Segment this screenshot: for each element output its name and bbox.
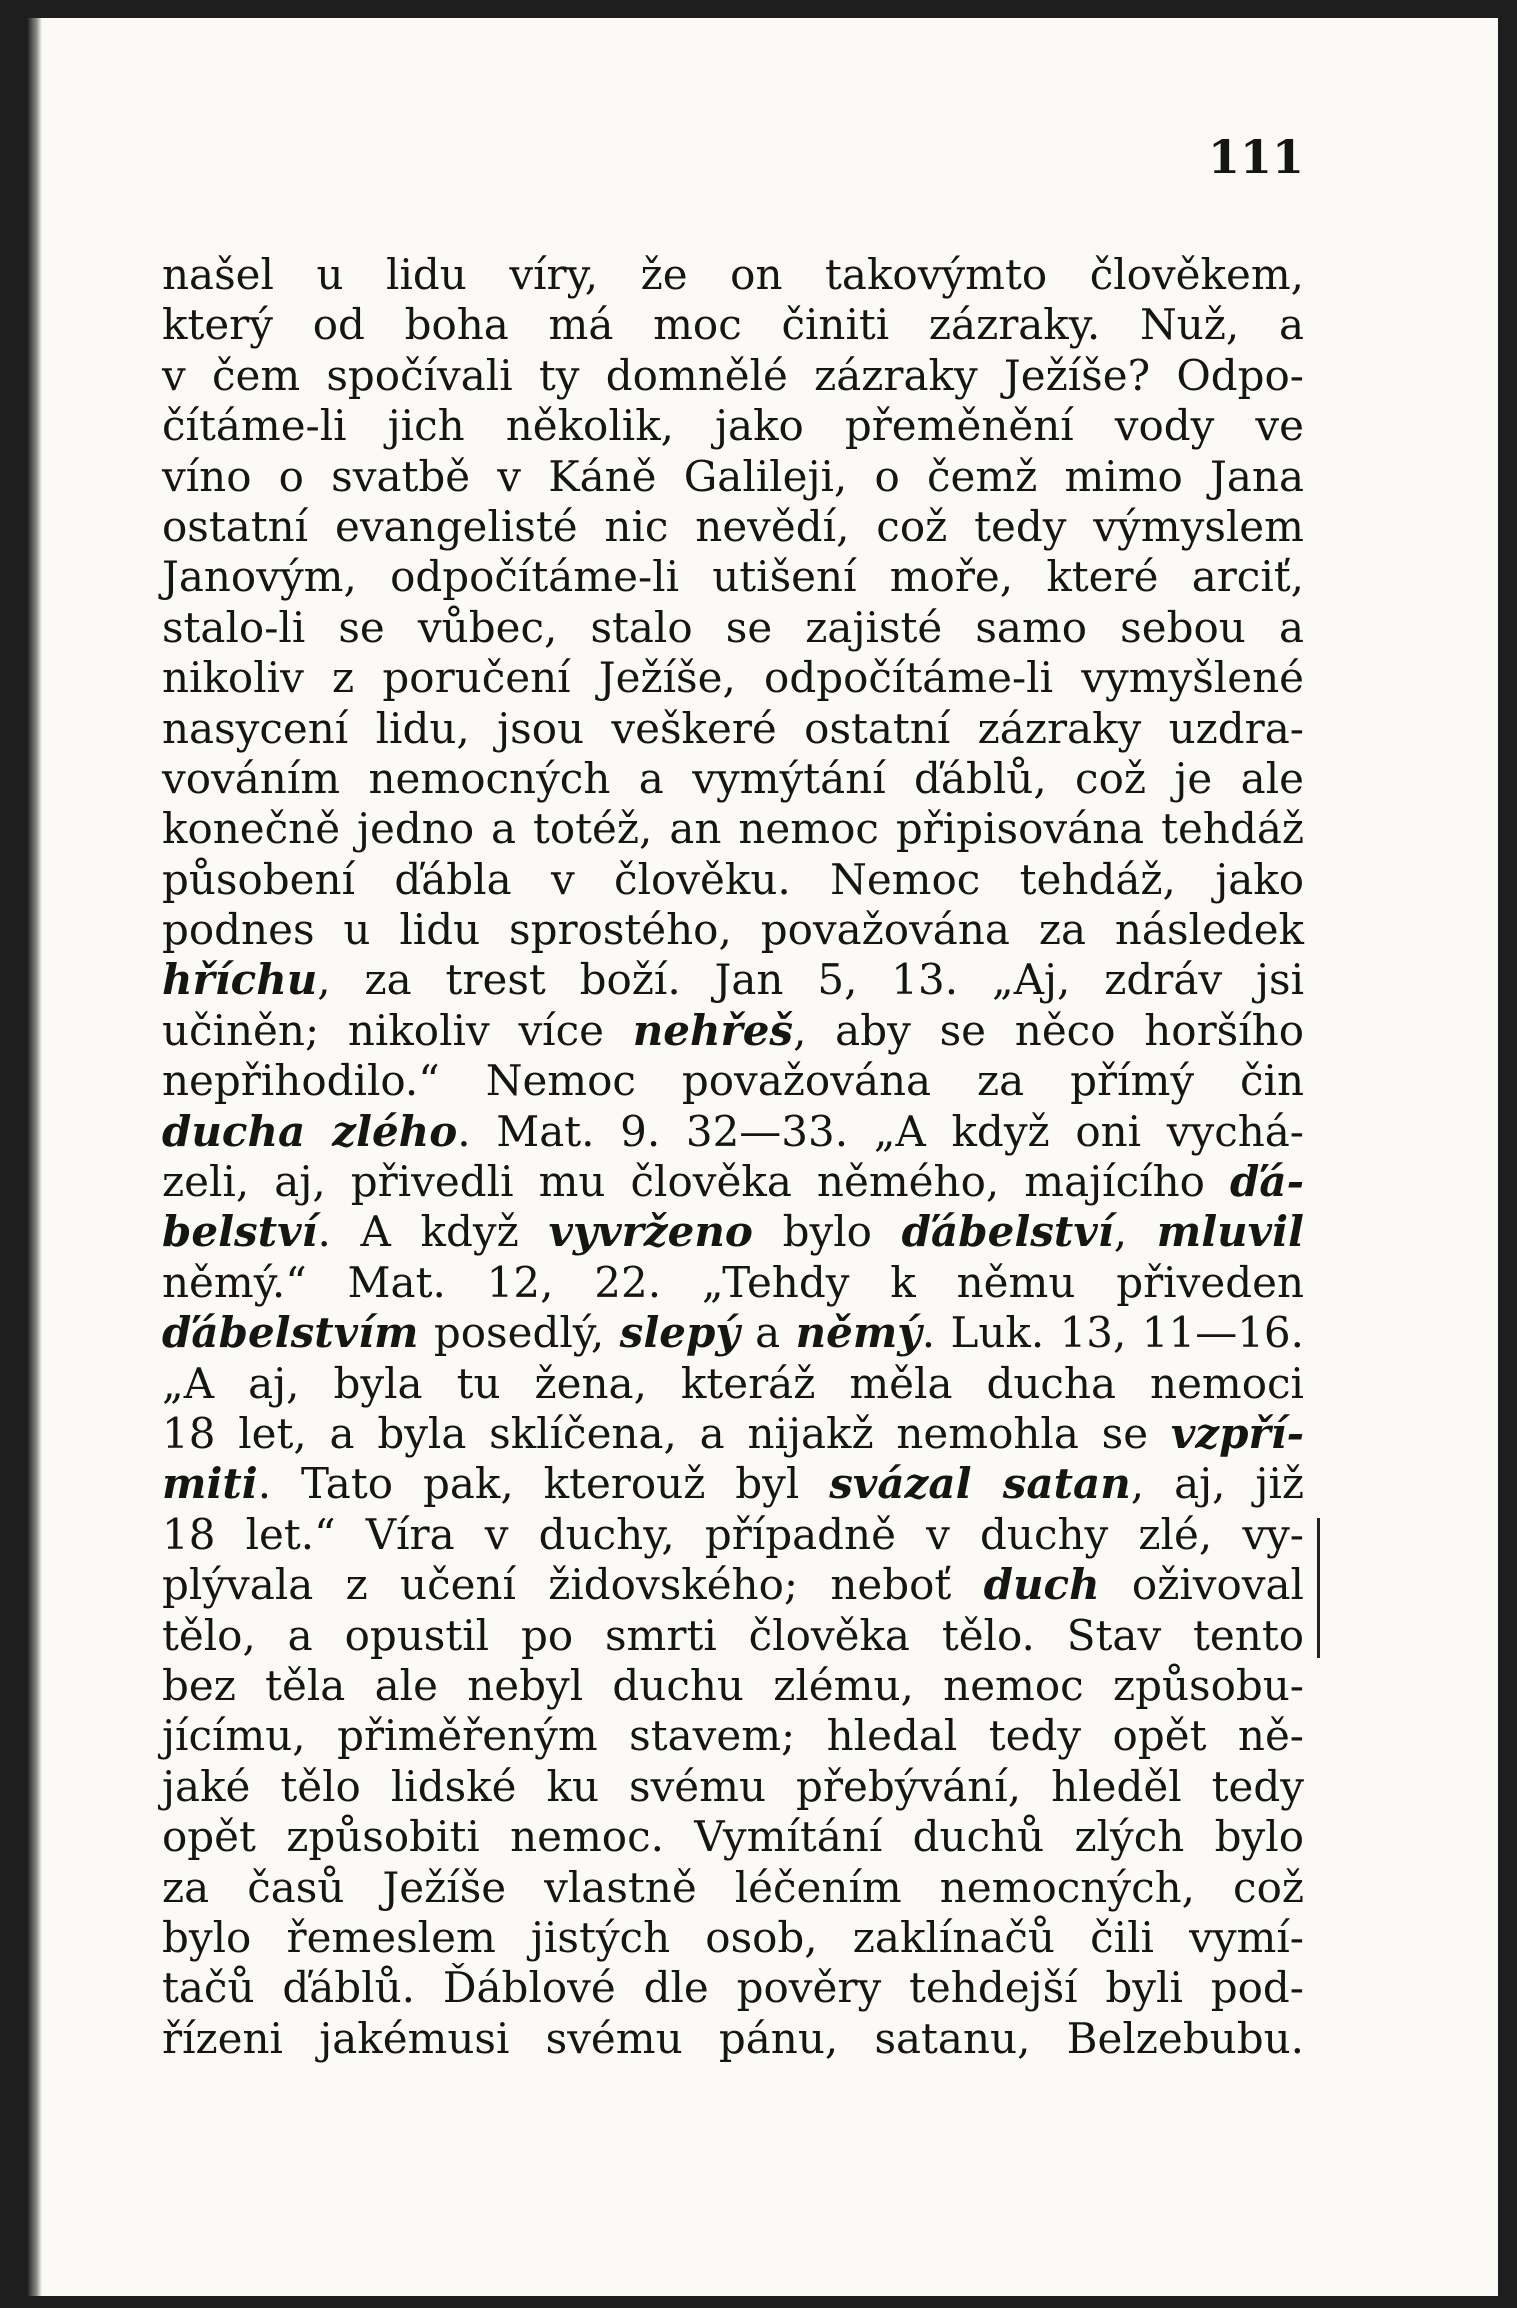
text-segment: a <box>739 1308 796 1358</box>
text-line <box>162 704 1304 754</box>
text-segment: bylo <box>752 1207 902 1257</box>
text-segment: konečně jedno a totéž, an nemoc připisována tehdáž <box>162 804 1304 854</box>
text-line <box>162 1107 1304 1157</box>
emphasized-text: němý <box>795 1308 922 1358</box>
text-line <box>162 1006 1304 1056</box>
text-segment: nikoliv z poručení Ježíše, odpočítáme-li vymyšlené <box>162 653 1304 703</box>
text-segment: řízeni jakémusi svému pánu, satanu, Belzebubu. <box>162 2013 1304 2063</box>
text-line <box>162 300 1304 350</box>
text-line <box>162 1409 1304 1459</box>
text-segment: oživoval <box>1099 1560 1304 1610</box>
text-segment: plývala z učení židovského; neboť <box>162 1560 984 1610</box>
text-segment: bylo řemeslem jistých osob, zaklínačů čili vymí- <box>162 1912 1304 1962</box>
text-segment: . Mat. 9. 32—33. „A když oni vychá- <box>457 1106 1304 1156</box>
text-line <box>162 351 1304 401</box>
emphasized-text: nehřeš <box>632 1005 794 1055</box>
text-line <box>162 2014 1304 2064</box>
text-line <box>162 955 1304 1005</box>
text-line <box>162 1863 1304 1913</box>
text-line <box>162 1056 1304 1106</box>
text-segment: našel u lidu víry, že on takovýmto člověkem, <box>162 250 1304 299</box>
text-line <box>162 653 1304 703</box>
text-segment: učiněn; nikoliv více <box>162 1005 633 1055</box>
emphasized-text: belství <box>162 1207 318 1257</box>
text-line <box>162 804 1304 854</box>
margin-mark <box>1317 1518 1320 1658</box>
text-line <box>162 1359 1304 1409</box>
text-line <box>162 1963 1304 2013</box>
text-segment: posedlý, <box>418 1308 620 1358</box>
emphasized-text: vzpří- <box>1170 1408 1304 1458</box>
text-segment: 18 let, a byla sklíčena, a nijakž nemohla se <box>162 1408 1171 1458</box>
text-segment: v čem spočívali ty domnělé zázraky Ježíše? Odpo- <box>162 350 1304 400</box>
text-segment: . Tato pak, kterouž byl <box>257 1459 830 1509</box>
text-segment: víno o svatbě v Káně Galileji, o čemž mimo Jana <box>162 451 1304 501</box>
text-line <box>162 1510 1304 1560</box>
text-segment: nasycení lidu, jsou veškeré ostatní zázraky uzdra- <box>162 703 1304 753</box>
text-line <box>162 1207 1304 1257</box>
text-line <box>162 1560 1304 1610</box>
book-page <box>28 18 1498 2296</box>
emphasized-text: ďábelství <box>901 1207 1114 1257</box>
emphasized-text: ducha zlého <box>162 1106 458 1156</box>
page-number: 111 <box>1207 130 1304 184</box>
text-line <box>162 1661 1304 1711</box>
text-line <box>162 603 1304 653</box>
text-segment: bez těla ale nebyl duchu zlému, nemoc způsobu- <box>162 1660 1304 1710</box>
text-segment: podnes u lidu sprostého, považována za následek <box>162 905 1304 955</box>
text-segment: za časů Ježíše vlastně léčením nemocných, což <box>162 1862 1304 1912</box>
text-line <box>162 905 1304 955</box>
text-line <box>162 1308 1304 1358</box>
text-line <box>162 1459 1304 1509</box>
emphasized-text: mluvil <box>1156 1207 1304 1257</box>
text-line <box>162 502 1304 552</box>
text-line <box>162 1711 1304 1761</box>
text-segment: , za trest boží. Jan 5, 13. „Aj, zdráv jsi <box>317 955 1304 1005</box>
text-segment: . A když <box>317 1207 549 1257</box>
emphasized-text: ďá- <box>1229 1157 1304 1207</box>
text-line <box>162 250 1304 300</box>
text-segment: jaké tělo lidské ku svému přebývání, hleděl tedy <box>162 1761 1304 1811</box>
emphasized-text: ďábelstvím <box>162 1308 419 1358</box>
text-segment: tělo, a opustil po smrti člověka tělo. Stav tento <box>162 1610 1304 1660</box>
emphasized-text: duch <box>983 1560 1100 1610</box>
text-line <box>162 1913 1304 1963</box>
text-segment: opět způsobiti nemoc. Vymítání duchů zlých bylo <box>162 1812 1304 1862</box>
emphasized-text: slepý <box>619 1308 740 1358</box>
text-segment: 18 let.“ Víra v duchy, případně v duchy zlé, vy- <box>162 1509 1304 1559</box>
text-segment: vováním nemocných a vymýtání ďáblů, což je ale <box>162 753 1304 803</box>
text-segment: jícímu, přiměřeným stavem; hledal tedy opět ně- <box>162 1711 1304 1761</box>
text-segment: ostatní evangelisté nic nevědí, což tedy výmyslem <box>162 501 1304 551</box>
text-line <box>162 855 1304 905</box>
text-line <box>162 754 1304 804</box>
text-line <box>162 1157 1304 1207</box>
text-line <box>162 552 1304 602</box>
text-segment: . Luk. 13, 11—16. <box>921 1308 1304 1358</box>
text-segment: který od boha má moc činiti zázraky. Nuž, a <box>162 300 1304 350</box>
emphasized-text: svázal satan <box>829 1459 1131 1509</box>
text-segment: Janovým, odpočítáme-li utišení moře, které arciť, <box>162 552 1304 602</box>
text-segment: čítáme-li jich několik, jako přeměnění vody ve <box>162 401 1304 451</box>
text-segment: , aj, již <box>1130 1459 1305 1509</box>
emphasized-text: hříchu <box>162 955 318 1005</box>
text-segment: „A aj, byla tu žena, kteráž měla ducha nemoci <box>162 1358 1304 1408</box>
text-line <box>162 1762 1304 1812</box>
body-text <box>162 250 1304 2064</box>
text-segment: tačů ďáblů. Ďáblové dle pověry tehdejší byli pod- <box>162 1963 1304 2013</box>
emphasized-text: vyvrženo <box>548 1207 753 1257</box>
text-segment: působení ďábla v člověku. Nemoc tehdáž, jako <box>162 854 1304 904</box>
text-segment: , aby se něco horšího <box>793 1005 1304 1055</box>
text-line <box>162 1611 1304 1661</box>
text-segment: zeli, aj, přivedli mu člověka němého, majícího <box>162 1157 1230 1207</box>
text-segment: stalo-li se vůbec, stalo se zajisté samo sebou a <box>162 602 1304 652</box>
text-line <box>162 1258 1304 1308</box>
text-line <box>162 1812 1304 1862</box>
text-segment: , <box>1113 1207 1157 1257</box>
text-segment: nepřihodilo.“ Nemoc považována za přímý čin <box>162 1056 1304 1106</box>
text-line <box>162 401 1304 451</box>
emphasized-text: miti <box>162 1459 258 1509</box>
text-line <box>162 452 1304 502</box>
text-segment: němý.“ Mat. 12, 22. „Tehdy k němu přiveden <box>162 1257 1304 1307</box>
